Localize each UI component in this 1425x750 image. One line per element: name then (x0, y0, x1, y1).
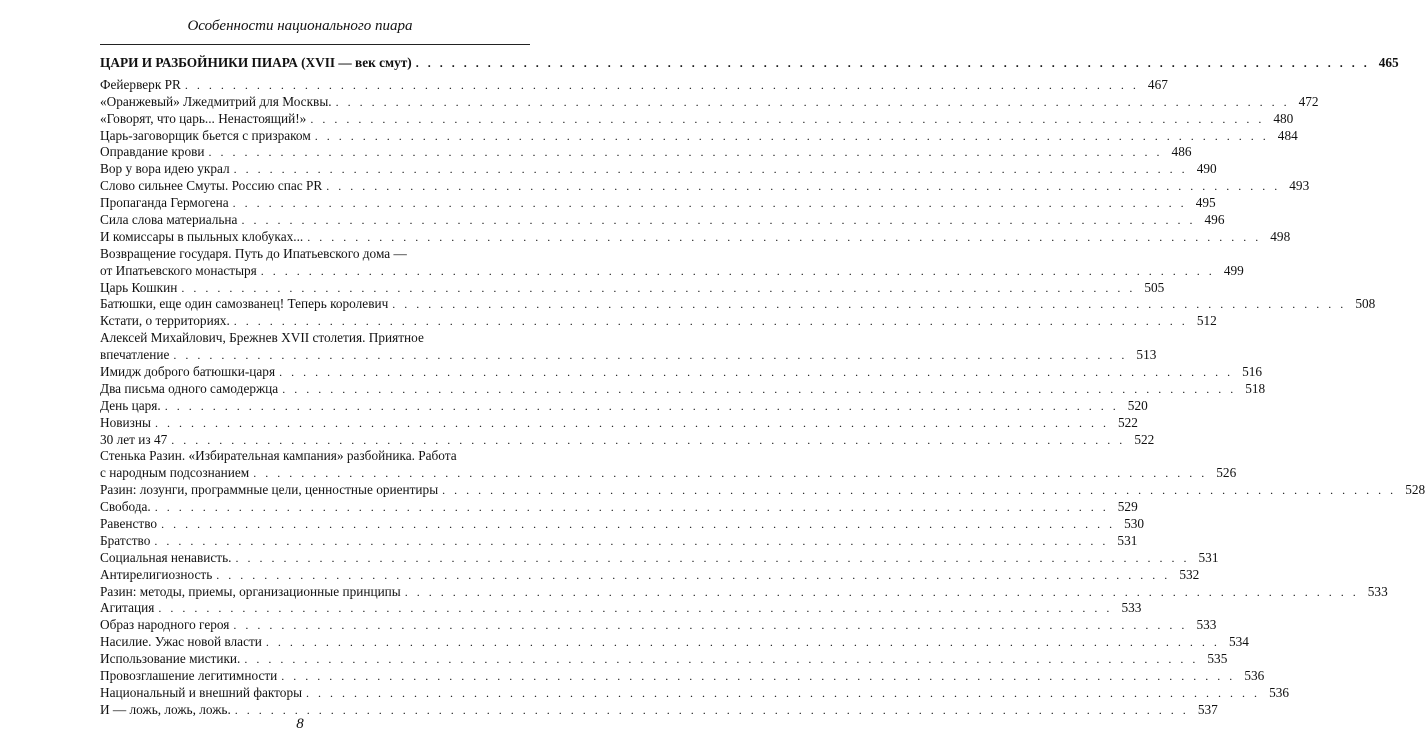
toc-entry-page: 480 (1273, 110, 1294, 126)
dot-leader: . . . . . . . . . . . . . . . . . . . . . . . . . . . . . . . . . . . . . . . . . . . . . . . . . . . . . . . . . . . . . . . . . . . . . . . . . . . . . . . . (265, 635, 1220, 650)
dot-leader: . . . . . . . . . . . . . . . . . . . . . . . . . . . . . . . . . . . . . . . . . . . . . . . . . . . . . . . . . . . . . . . . . . . . . . . . . . . . . . . . (184, 77, 1139, 92)
toc-entry-title: «Оранжевый» Лжедмитрий для Москвы. (100, 93, 332, 109)
dot-leader: . . . . . . . . . . . . . . . . . . . . . . . . . . . . . . . . . . . . . . . . . . . . . . . . . . . . . . . . . . . . . . . . . . . . . . . . . . . . . . . . (241, 213, 1196, 227)
dot-leader: . . . . . . . . . . . . . . . . . . . . . . . . . . . . . . . . . . . . . . . . . . . . . . . . . . . . . . . . . . . . . . . . . . . . . . . . . . . . . . . . (326, 179, 1281, 194)
toc-entry-page: 528 (1405, 482, 1425, 498)
toc-entry-page: 516 (1242, 364, 1263, 380)
toc-entry-page: 536 (1269, 684, 1290, 700)
toc-entry[interactable] (100, 397, 1148, 415)
dot-leader: . . . . . . . . . . . . . . . . . . . . . . . . . . . . . . . . . . . . . . . . . . . . . . . . . . . . . . . . . . . . . . . . . . . . . . . . . . . . . . . . (281, 669, 1236, 684)
toc-entry-title: Образ народного героя (100, 617, 230, 633)
dot-leader: . . . . . . . . . . . . . . . . . . . . . . . . . . . . . . . . . . . . . . . . . . . . . . . . . . . . . . . . . . . . . . . . . . . . . . . . . . . . . . . . (171, 432, 1126, 447)
dot-leader: . . . . . . . . . . . . . . . . . . . . . . . . . . . . . . . . . . . . . . . . . . . . . . . . . . . . . . . . . . . . . . . . . . . . . . . . . . . . . . . . (244, 652, 1199, 667)
toc-entry[interactable] (100, 651, 1228, 668)
toc-entry-page: 537 (1197, 701, 1218, 717)
toc-entry-title: Новизны (100, 414, 151, 430)
toc-entry-page: 498 (1270, 228, 1291, 244)
toc-entry-page: 508 (1355, 296, 1376, 312)
toc-entry-page: 532 (1179, 566, 1200, 582)
dot-leader: . . . . . . . . . . . . . . . . . . . . . . . . . . . . . . . . . . . . . . . . . . . . . . . . . . . . . . . . . . . . . . . . . . . . . . . . . . . . . . . . (208, 145, 1163, 160)
toc-entry-title: Слово сильнее Смуты. Россию спас PR (100, 178, 323, 194)
toc-entry[interactable] (100, 532, 1138, 550)
toc-entry-title: Разин: методы, приемы, организационные принципы (100, 583, 401, 599)
toc-entry-page: 505 (1144, 279, 1165, 295)
dot-leader: . . . . . . . . . . . . . . . . . . . . . . . . . . . . . . . . . . . . . . . . . . . . . . . . . . . . . . . . . . . . . . . . . . . . . . . . . . . . . . . . (234, 702, 1189, 717)
toc-entry-page: 496 (1204, 212, 1225, 227)
toc-entry-page: 522 (1118, 414, 1138, 430)
dot-leader: . . . . . . . . . . . . . . . . . . . . . . . . . . . . . . . . . . . . . . . . . . . . . . . . . . . . . . . . . . . . . . . . . . . . . . . . . . . . . . . . (310, 111, 1265, 126)
toc-entry[interactable] (100, 296, 1376, 313)
toc-entry[interactable] (100, 178, 1310, 195)
toc-entry[interactable] (100, 549, 1219, 567)
toc-entry-title: Национальный и внешний факторы (100, 684, 303, 700)
dot-leader: . . . . . . . . . . . . . . . . . . . . . . . . . . . . . . . . . . . . . . . . . . . . . . . . . . . . . . . . . . . . . . . . . . . . . . . . . . . . . . . . (260, 263, 1215, 278)
toc-entry[interactable] (100, 516, 1145, 533)
toc-entry-title: Оправдание крови (100, 144, 205, 160)
toc-entry[interactable] (100, 127, 1298, 145)
toc-entry[interactable] (100, 76, 1168, 94)
toc-entry[interactable] (100, 684, 1290, 702)
toc-entry-title: Фейерверк PR (100, 76, 181, 92)
toc-entry-page: 467 (1147, 76, 1168, 92)
toc-entry[interactable] (100, 465, 1237, 482)
toc-entry-title: Сила слова материальна (100, 212, 238, 227)
dot-leader: . . . . . . . . . . . . . . . . . . . . . . . . . . . . . . . . . . . . . . . . . . . . . . . . . . . . . . . . . . . . . . . . . . . . . . . . . . . . . . . . (216, 567, 1171, 582)
toc-entry-first-line[interactable] (100, 448, 530, 465)
toc-entry[interactable] (100, 144, 1192, 161)
toc-entry-title: Кстати, о территориях. (100, 313, 230, 329)
toc-entry-page: 495 (1195, 195, 1216, 211)
running-header: Особенности национального пиара (187, 18, 413, 34)
dot-leader: . . . . . . . . . . . . . . . . . . . . . . . . . . . . . . . . . . . . . . . . . . . . . . . . . . . . . . . . . . . . . . . . . . . . . . . . . . . . . . . . (442, 483, 1397, 498)
toc-entry-page: 533 (1367, 583, 1388, 599)
toc-entry-title: Два письма одного самодержца (100, 380, 279, 396)
toc-entry-page: 530 (1124, 516, 1145, 532)
toc-entry-page: 512 (1196, 313, 1217, 329)
toc-entry-title: Социальная ненависть. (100, 549, 232, 565)
dot-leader: . . . . . . . . . . . . . . . . . . . . . . . . . . . . . . . . . . . . . . . . . . . . . . . . . . . . . . . . . . . . . . . . . . . . . . . . . . . . . . . . (164, 398, 1119, 413)
toc-entry-first-line[interactable] (100, 330, 530, 347)
toc-entry[interactable] (100, 262, 1244, 280)
dot-leader: . . . . . . . . . . . . . . . . . . . . . . . . . . . . . . . . . . . . . . . . . . . . . . . . . . . . . . . . . . . . . . . . . . . . . . . . . . . . . . . . (282, 381, 1237, 396)
toc-entry-page: 486 (1171, 144, 1192, 160)
toc-entry[interactable] (100, 93, 1319, 111)
header-rule (100, 44, 530, 45)
toc-entry-page: 520 (1127, 397, 1148, 413)
dot-leader: . . . . . . . . . . . . . . . . . . . . . . . . . . . . . . . . . . . . . . . . . . . . . . . . . . . . . . . . . . . . . . . . . . . . . . . . . . . . . . . . (181, 280, 1136, 295)
dot-leader: . . . . . . . . . . . . . . . . . . . . . . . . . . . . . . . . . . . . . . . . . . . . . . . . . . . . . . . . . . . . . . . . . . . . . . . . . . . . . . . . (306, 685, 1261, 700)
dot-leader: . . . . . . . . . . . . . . . . . . . . . . . . . . . . . . . . . . . . . . . . . . . . . . . . . . . . . . . . . . . . . . . . . . . . . . . . . . . . . . . . (173, 348, 1128, 363)
toc-entry-title: Возвращение государя. Путь до Ипатьевского дома — (100, 245, 407, 261)
toc-entry-continuation: от Ипатьевского монастыря (100, 262, 257, 278)
toc-entry-title: Насилие. Ужас новой власти (100, 634, 262, 650)
toc-entry-title: Царь-заговорщик бьется с призраком (100, 127, 311, 143)
toc-entry-title: Батюшки, еще один самозванец! Теперь королевич (100, 296, 389, 312)
dot-leader: . . . . . . . . . . . . . . . . . . . . . . . . . . . . . . . . . . . . . . . . . . . . . . . . . . . . . . . . . . . . . . . . . . . . . . . . . . . . . . . . (233, 314, 1188, 329)
toc-entry-page: 499 (1223, 262, 1244, 278)
toc-entry[interactable] (100, 431, 1155, 449)
dot-leader: . . . . . . . . . . . . . . . . . . . . . . . . . . . . . . . . . . . . . . . . . . . . . . . . . . . . . . . . . . . . . . . . . . . . . . . . . . . . . . . . (154, 533, 1109, 548)
toc-entry[interactable] (100, 212, 1225, 229)
toc-entry[interactable] (100, 364, 1263, 381)
toc-entry-title: Стенька Разин. «Избирательная кампания» разбойника. Работа (100, 448, 457, 464)
toc-entry-page: 529 (1117, 499, 1138, 515)
toc-entry[interactable] (100, 414, 1138, 432)
dot-leader: . . . . . . . . . . . . . . . . . . . . . . . . . . . . . . . . . . . . . . . . . . . . . . . . . . . . . . . . . . . . . . . . . . . . . . . . . . . . . . . . (232, 196, 1187, 211)
toc-entry-title: Царь Кошкин (100, 279, 178, 295)
toc-entry-page: 493 (1289, 178, 1310, 194)
toc-entry-title: Пропаганда Гермогена (100, 195, 229, 211)
toc-entry-title: Агитация (100, 600, 155, 616)
dot-leader: . . . . . . . . . . . . . . . . . . . . . . . . . . . . . . . . . . . . . . . . . . . . . . . . . . . . . . . . . . . . . . . . . . . . . . . . . . . . . . . . (154, 500, 1109, 515)
toc-entry-title: И — ложь, ложь, ложь. (100, 701, 231, 717)
dot-leader: . . . . . . . . . . . . . . . . . . . . . . . . . . . . . . . . . . . . . . . . . . . . . . . . . . . . . . . . . . . . . . . . . . . . . . . . . . . . . . . . (415, 55, 1370, 70)
toc-entry[interactable] (100, 228, 1291, 246)
toc-entry-page: 531 (1117, 532, 1138, 548)
page-number: 8 (296, 716, 304, 732)
toc-heading-title: ЦАРИ И РАЗБОЙНИКИ ПИАРА (XVII — век смут) (100, 54, 412, 70)
dot-leader: . . . . . . . . . . . . . . . . . . . . . . . . . . . . . . . . . . . . . . . . . . . . . . . . . . . . . . . . . . . . . . . . . . . . . . . . . . . . . . . . (158, 601, 1113, 616)
toc-entry-first-line[interactable] (100, 246, 530, 263)
dot-leader: . . . . . . . . . . . . . . . . . . . . . . . . . . . . . . . . . . . . . . . . . . . . . . . . . . . . . . . . . . . . . . . . . . . . . . . . . . . . . . . . (335, 94, 1290, 109)
dot-leader: . . . . . . . . . . . . . . . . . . . . . . . . . . . . . . . . . . . . . . . . . . . . . . . . . . . . . . . . . . . . . . . . . . . . . . . . . . . . . . . . (233, 162, 1188, 177)
toc-entry-title: День царя. (100, 397, 161, 413)
toc-entry-title: Равенство (100, 516, 158, 532)
toc-entry[interactable] (100, 566, 1200, 584)
toc-entry-title: Свобода. (100, 499, 151, 515)
toc-entry-page: 535 (1207, 651, 1228, 667)
dot-leader: . . . . . . . . . . . . . . . . . . . . . . . . . . . . . . . . . . . . . . . . . . . . . . . . . . . . . . . . . . . . . . . . . . . . . . . . . . . . . . . . (154, 415, 1109, 430)
dot-leader: . . . . . . . . . . . . . . . . . . . . . . . . . . . . . . . . . . . . . . . . . . . . . . . . . . . . . . . . . . . . . . . . . . . . . . . . . . . . . . . . (392, 297, 1347, 312)
toc-entry[interactable] (100, 279, 1165, 297)
toc-entry-title: Имидж доброго батюшки-царя (100, 364, 276, 380)
toc-entry-continuation: впечатление (100, 347, 170, 363)
dot-leader: . . . . . . . . . . . . . . . . . . . . . . . . . . . . . . . . . . . . . . . . . . . . . . . . . . . . . . . . . . . . . . . . . . . . . . . . . . . . . . . . (161, 517, 1116, 532)
toc-entry-title: Братство (100, 532, 151, 548)
toc-entry[interactable] (100, 347, 1157, 364)
toc-entry[interactable] (100, 482, 1425, 499)
table-of-contents (100, 54, 1425, 719)
dot-leader: . . . . . . . . . . . . . . . . . . . . . . . . . . . . . . . . . . . . . . . . . . . . . . . . . . . . . . . . . . . . . . . . . . . . . . . . . . . . . . . . (233, 618, 1188, 633)
dot-leader: . . . . . . . . . . . . . . . . . . . . . . . . . . . . . . . . . . . . . . . . . . . . . . . . . . . . . . . . . . . . . . . . . . . . . . . . . . . . . . . . (279, 365, 1234, 380)
toc-entry-page: 534 (1228, 634, 1249, 650)
toc-entry-page: 490 (1196, 161, 1217, 177)
toc-entry[interactable] (100, 583, 1388, 601)
toc-entry-title: 30 лет из 47 (100, 431, 168, 447)
toc-heading-page: 465 (1378, 54, 1399, 70)
toc-entry-title: «Говорят, что царь... Ненастоящий!» (100, 110, 307, 126)
dot-leader: . . . . . . . . . . . . . . . . . . . . . . . . . . . . . . . . . . . . . . . . . . . . . . . . . . . . . . . . . . . . . . . . . . . . . . . . . . . . . . . . (314, 128, 1269, 143)
toc-entry[interactable] (100, 634, 1249, 651)
toc-entry-page: 533 (1121, 600, 1142, 616)
toc-entry[interactable] (100, 499, 1138, 516)
toc-entry-page: 526 (1216, 465, 1237, 481)
toc-entry[interactable] (100, 161, 1217, 178)
toc-entry-page: 531 (1198, 549, 1219, 565)
dot-leader: . . . . . . . . . . . . . . . . . . . . . . . . . . . . . . . . . . . . . . . . . . . . . . . . . . . . . . . . . . . . . . . . . . . . . . . . . . . . . . . . (253, 466, 1208, 481)
toc-entry-title: Вор у вора идею украл (100, 161, 230, 177)
toc-entry[interactable] (100, 617, 1217, 634)
toc-entry-title: Антирелигиозность (100, 566, 213, 582)
toc-entry[interactable] (100, 600, 1142, 618)
dot-leader: . . . . . . . . . . . . . . . . . . . . . . . . . . . . . . . . . . . . . . . . . . . . . . . . . . . . . . . . . . . . . . . . . . . . . . . . . . . . . . . . (235, 550, 1190, 565)
toc-entry-page: 522 (1134, 431, 1155, 447)
toc-entries (100, 76, 1425, 719)
toc-entry-title: И комиссары в пыльных клобуках... (100, 228, 304, 244)
toc-entry-title: Провозглашение легитимности (100, 668, 278, 684)
toc-entry[interactable] (100, 668, 1265, 685)
toc-section-heading[interactable] (100, 54, 1399, 72)
toc-entry-title: Использование мистики. (100, 651, 241, 667)
toc-entry-continuation: с народным подсознанием (100, 465, 250, 481)
toc-entry-page: 536 (1244, 668, 1265, 684)
toc-entry[interactable] (100, 313, 1217, 330)
toc-entry-page: 518 (1245, 380, 1266, 396)
toc-entry[interactable] (100, 195, 1216, 212)
dot-leader: . . . . . . . . . . . . . . . . . . . . . . . . . . . . . . . . . . . . . . . . . . . . . . . . . . . . . . . . . . . . . . . . . . . . . . . . . . . . . . . . (404, 584, 1359, 599)
toc-entry-title: Алексей Михайлович, Брежнев XVII столетия. Приятное (100, 330, 424, 346)
toc-entry-title: Разин: лозунги, программные цели, ценностные ориентиры (100, 482, 439, 498)
toc-entry-page: 472 (1298, 93, 1319, 109)
toc-entry[interactable] (100, 110, 1294, 128)
toc-entry-page: 533 (1196, 617, 1217, 633)
dot-leader: . . . . . . . . . . . . . . . . . . . . . . . . . . . . . . . . . . . . . . . . . . . . . . . . . . . . . . . . . . . . . . . . . . . . . . . . . . . . . . . . (307, 229, 1262, 244)
toc-entry-page: 513 (1136, 347, 1157, 363)
toc-entry[interactable] (100, 380, 1266, 398)
toc-entry-page: 484 (1277, 127, 1298, 143)
